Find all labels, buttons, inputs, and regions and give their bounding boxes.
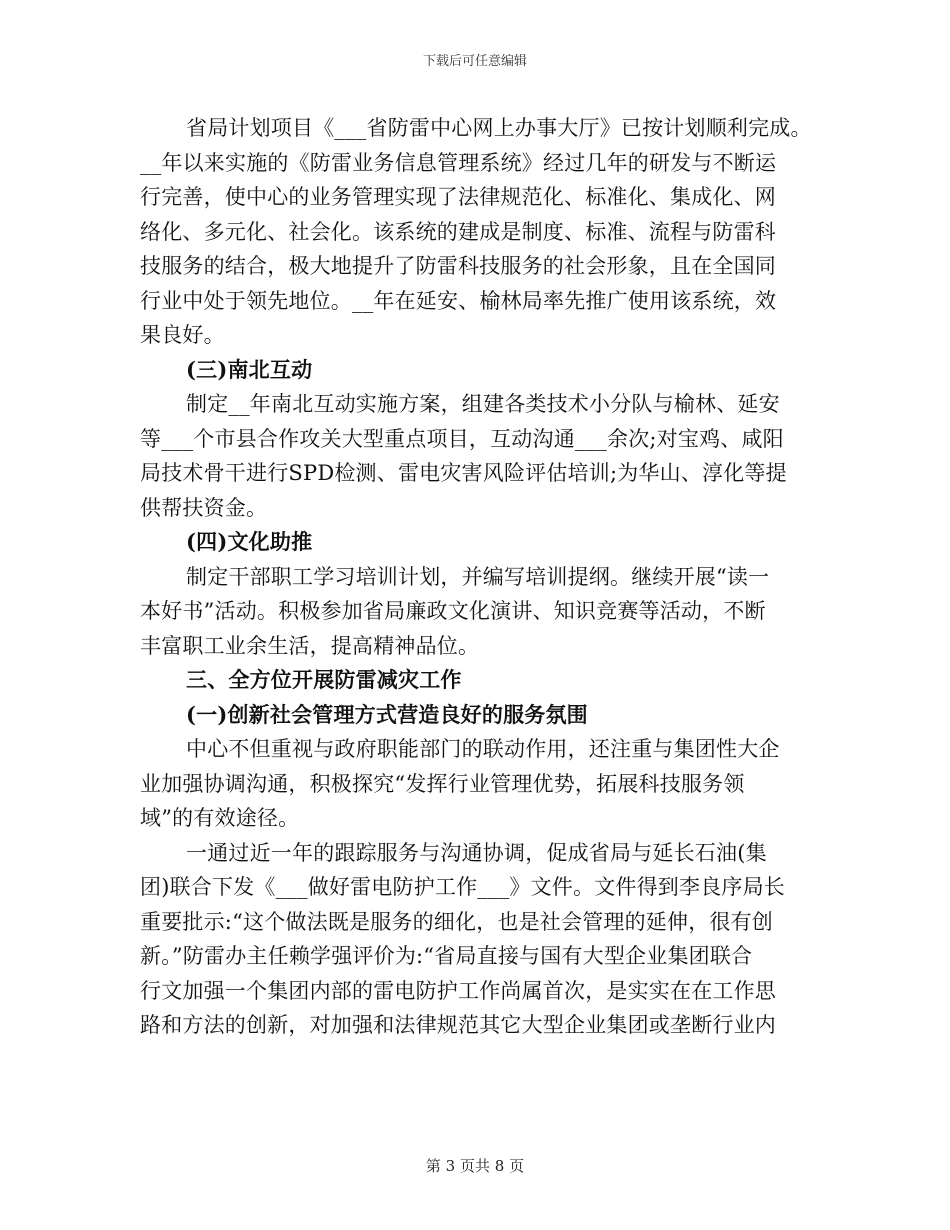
paragraph-line: 丰富职工业余生活，提高精神品位。	[140, 633, 480, 658]
paragraph-line: __年以来实施的《防雷业务信息管理系统》经过几年的研发与不断运	[140, 150, 777, 175]
paragraph-line: 本好书”活动。积极参加省局廉政文化演讲、知识竞赛等活动，不断	[140, 599, 766, 623]
paragraph-line: 络化、多元化、社会化。该系统的建成是制度、标准、流程与防雷科	[140, 219, 776, 244]
paragraph-line: 制定__年南北互动实施方案，组建各类技术小分队与榆林、延安	[186, 392, 780, 416]
paragraph-line: 行完善，使中心的业务管理实现了法律规范化、标准化、集成化、网	[140, 185, 776, 209]
section-heading: 三、全方位开展防雷减灾工作	[186, 667, 462, 692]
section-heading: (一)创新社会管理方式营造良好的服务氛围	[186, 701, 588, 727]
paragraph-line: 技服务的结合，极大地提升了防雷科技服务的社会形象，且在全国同	[140, 254, 776, 278]
paragraph-line: 果良好。	[140, 323, 225, 347]
section-heading: (三)南北互动	[186, 356, 313, 382]
paragraph-line: 一通过近一年的跟踪服务与沟通协调，促成省局与延长石油(集	[186, 840, 767, 865]
paragraph-line: 制定干部职工学习培训计划，并编写培训提纲。继续开展“读一	[186, 564, 770, 589]
paragraph-line: 省局计划项目《___省防雷中心网上办事大厅》已按计划顺利完成。	[186, 116, 812, 140]
paragraph-line: 行文加强一个集团内部的雷电防护工作尚属首次，是实实在在工作思	[140, 978, 776, 1003]
paragraph-line: 供帮扶资金。	[140, 495, 268, 520]
document-body	[140, 111, 830, 1043]
paragraph-line: 路和方法的创新，对加强和法律规范其它大型企业集团或垄断行业内	[140, 1013, 776, 1037]
paragraph-line: 新。”防雷办主任赖学强评价为:“省局直接与国有大型企业集团联合	[140, 944, 753, 968]
section-heading: (四)文化助推	[186, 529, 313, 554]
paragraph-line: 中心不但重视与政府职能部门的联动作用，还注重与集团性大企	[186, 737, 780, 761]
paragraph-line: 域”的有效途径。	[140, 806, 300, 830]
paragraph-line: 局技术骨干进行SPD检测、雷电灾害风险评估培训;为华山、淳化等提	[140, 461, 787, 485]
page-footer: 第 3 页共 8 页	[425, 1157, 525, 1175]
paragraph-line: 等___个市县合作攻关大型重点项目，互动沟通___余次;对宝鸡、咸阳	[140, 426, 784, 451]
paragraph-line: 行业中处于领先地位。__年在延安、榆林局率先推广使用该系统，效	[140, 288, 777, 313]
paragraph-line: 团)联合下发《___做好雷电防护工作___》文件。文件得到李良序局长	[140, 875, 785, 899]
page-header: 下载后可任意编辑	[422, 54, 527, 69]
paragraph-line: 业加强协调沟通，积极探究“发挥行业管理优势，拓展科技服务领	[140, 771, 745, 796]
paragraph-line: 重要批示:“这个做法既是服务的细化，也是社会管理的延伸，很有创	[140, 909, 774, 934]
